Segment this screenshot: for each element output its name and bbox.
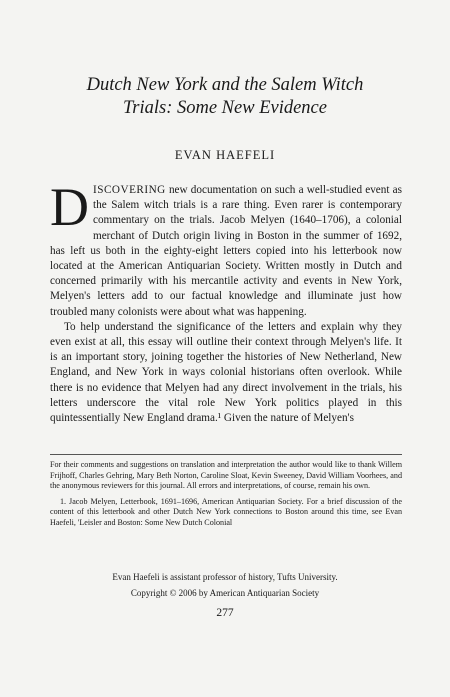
author-affiliation: Evan Haefeli is assistant professor of history, Tufts University.: [112, 572, 338, 582]
footnote-1: 1. Jacob Melyen, Letterbook, 1691–1696, American Antiquarian Society. For a brief discussion of the content of this letterbook and other Dutch New York connections to Boston around this time, see Evan Haefeli, 'Leisler and Boston: Some New Dutch Colonial: [50, 496, 402, 527]
article-body: [50, 177, 402, 426]
paragraph-2: To help understand the significance of the letters and explain why they even exist at all, this essay will outline their context through Melyen's life. It is an important story, joining together the histories of New Netherland, New England, and New York in ways colonial historians often overlook. While there is no evidence that Melyen had any direct involvement in the trials, his letters underscore the vital role New York politics played in this quintessentially New England drama.¹ Given the nature of Melyen's: [50, 320, 402, 425]
paragraph-1: [50, 177, 402, 320]
paragraph-1-text: new documentation on such a well-studied event as the Salem witch trials is a rare thing. Even rarer is contemporary commentary on the trials. Jacob Melyen (1640–1706), a colonial merchant of Dutch origin living in Boston in the summer of 1692, has left us both in the eighty-eight letters copied into his letterbook now located at the American Antiquarian Society. Written mostly in Dutch and concerned primarily with his mercantile activity and events in New York, Melyen's letters add to our factual knowledge and illuminate just how troubled many colonists were about what was happening.: [50, 184, 402, 318]
footnote-divider: [50, 454, 402, 455]
footnotes: [50, 460, 402, 534]
title-line-1: Dutch New York and the Salem Witch: [86, 75, 364, 95]
title-line-2: Trials: Some New Evidence: [123, 98, 327, 118]
acknowledgment-note: For their comments and suggestions on translation and interpretation the author would like to thank Willem Frijhoff, Charles Gehring, Mary Beth Norton, Caroline Sloat, Kevin Sweeney, David William Voorhees, and the anonymous reviewers for this journal. All errors and interpretations, of course, remain his own.: [50, 460, 402, 491]
page-number: 277: [216, 607, 234, 619]
author-name: EVAN HAEFELI: [174, 148, 276, 162]
copyright-line: Copyright © 2006 by American Antiquarian Society: [130, 588, 320, 598]
lead-in: ISCOVERING: [93, 184, 166, 196]
article-title: [40, 74, 410, 120]
drop-cap: D: [50, 177, 89, 237]
